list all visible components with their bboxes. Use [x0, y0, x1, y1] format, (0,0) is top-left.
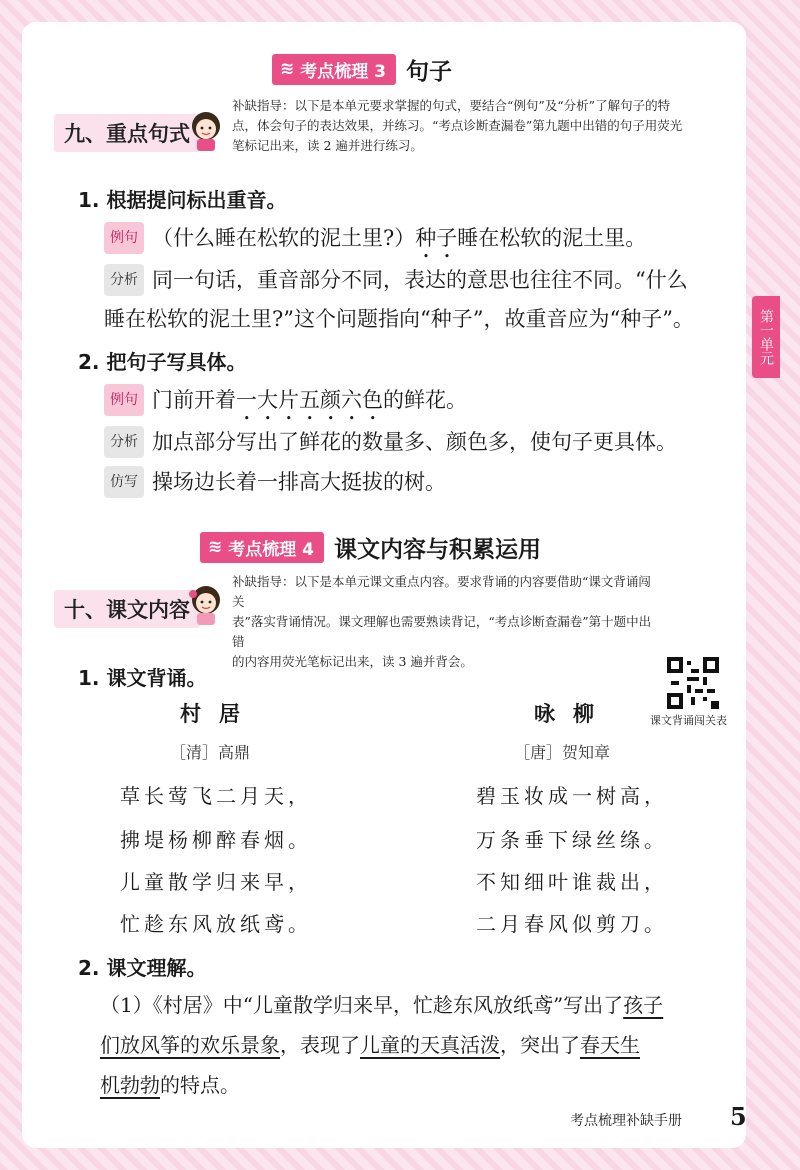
q2-example-text-end: 的鲜花。: [383, 388, 467, 412]
section4-banner: [200, 532, 541, 562]
q2-imitate-line: [104, 466, 446, 498]
q2-example-line: [104, 384, 467, 425]
q2-paragraph-text: 的特点。: [160, 1073, 240, 1097]
q2-paragraph-text: ，突出了: [500, 1033, 580, 1057]
q1-example-text-end: 睡在松软的泥土里。: [457, 226, 647, 250]
q1-analysis-line: [104, 264, 688, 296]
section4-banner-tag-text: 考点梳理 4: [228, 539, 314, 560]
section4-banner-tag: [200, 532, 324, 563]
imitate-tag: 仿写: [104, 466, 144, 498]
poem2-line: 万条垂下绿丝绦。: [476, 828, 668, 852]
example-tag: 例句: [104, 222, 144, 254]
student-avatar-icon: [186, 108, 226, 152]
q2-underlined-text: 儿童的天真活泼: [360, 1033, 500, 1057]
unit-side-tab: 第一单元: [752, 296, 780, 378]
example-tag: 例句: [104, 384, 144, 416]
section3-banner-tag-text: 考点梳理 3: [300, 61, 386, 82]
section3-q2: 2. 把句子写具体。: [78, 350, 247, 374]
section3-q1: 1. 根据提问标出重音。: [78, 188, 287, 212]
wave-icon: ≋: [280, 59, 295, 79]
q1-analysis-text: 同一句话，重音部分不同，表达的意思也往往不同。“什么: [152, 268, 688, 292]
poem2-line: 二月春风似剪刀。: [476, 912, 668, 936]
poem1-line: 拂堤杨柳醉春烟。: [120, 828, 312, 852]
analysis-tag: 分析: [104, 264, 144, 296]
q2-example-text: 门前开着: [152, 388, 236, 412]
q1-example-line: [104, 222, 646, 263]
q2-underlined-text: 孩子: [623, 993, 664, 1017]
poem2-title: 咏柳: [534, 702, 612, 726]
q2-paragraph-line1: [100, 990, 663, 1020]
poem1-title: 村居: [180, 702, 258, 726]
qr-caption: 课文背诵闯关表: [650, 714, 727, 727]
page-number: 5: [730, 1102, 747, 1131]
q2-paragraph-text: ，表现了: [280, 1033, 360, 1057]
poem2-author: ［唐］贺知章: [514, 743, 611, 762]
poem1-line: 儿童散学归来早，: [120, 870, 312, 894]
q2-underlined-text: 们放风筝的欢乐景象: [100, 1033, 280, 1057]
q2-imitate-text: 操场边长着一排高大挺拔的树。: [152, 470, 446, 494]
q2-paragraph-line2: [100, 1030, 640, 1060]
section4-label: 十、课文内容: [54, 590, 200, 628]
poem1-author: ［清］高鼎: [170, 743, 251, 762]
poem1-line: 忙趁东风放纸鸢。: [120, 912, 312, 936]
q2-paragraph-text: （1）《村居》中“儿童散学归来早，忙趁东风放纸鸢”写出了: [100, 993, 624, 1017]
q2-paragraph-line3: [100, 1070, 240, 1100]
section4-note-line: 的内容用荧光笔标记出来，读 3 遍并背会。: [232, 654, 473, 669]
footer-book-title: 考点梳理补缺手册: [570, 1113, 682, 1129]
section3-banner: [272, 54, 452, 84]
section3-banner-title: 句子: [406, 58, 452, 85]
section4-note-line: 补缺指导：以下是本单元课文重点内容。要求背诵的内容要借助“课文背诵闯关: [232, 574, 651, 609]
wave-icon: ≋: [208, 537, 223, 557]
q2-underlined-text: 春天生: [580, 1033, 640, 1057]
section3-note-line: 笔标记出来，读 2 遍并进行练习。: [232, 138, 423, 153]
section4-banner-title: 课文内容与积累运用: [334, 536, 541, 563]
q2-analysis-text: 加点部分写出了鲜花的数量多、颜色多，使句子更具体。: [152, 430, 677, 454]
section4-q2: 2. 课文理解。: [78, 956, 207, 980]
q2-analysis-line: [104, 426, 677, 458]
poem1-line: 草长莺飞二月天，: [120, 784, 312, 808]
section4-note-line: 表”落实背诵情况。课文理解也需要熟读背记，“考点诊断查漏卷”第十题中出错: [232, 614, 652, 649]
section4-q1: 1. 课文背诵。: [78, 666, 207, 690]
q2-example-dotted: 一大片五颜六色: [236, 388, 383, 412]
section3-note: [232, 96, 762, 156]
q1-example-text: （什么睡在松软的泥土里?）: [152, 226, 416, 250]
section3-note-line: 补缺指导：以下是本单元要求掌握的句式，要结合“例句”及“分析”了解句子的特: [232, 98, 671, 113]
q2-underlined-text: 机勃勃: [100, 1073, 160, 1097]
qr-code-icon[interactable]: [667, 657, 719, 709]
section3-note-line: 点，体会句子的表达效果，并练习。“考点诊断查漏卷”第九题中出错的句子用荧光: [232, 118, 683, 133]
section3-banner-tag: [272, 54, 396, 85]
student-girl-avatar-icon: [186, 582, 226, 626]
analysis-tag: 分析: [104, 426, 144, 458]
q1-example-stressed: 种子: [415, 226, 458, 250]
section3-label: 九、重点句式: [54, 114, 200, 152]
poem2-line: 不知细叶谁裁出，: [476, 870, 668, 894]
poem2-line: 碧玉妆成一树高，: [476, 784, 668, 808]
section4-note: [232, 572, 662, 672]
q1-analysis-line2: 睡在松软的泥土里?”这个问题指向“种子”，故重音应为“种子”。: [104, 307, 694, 331]
